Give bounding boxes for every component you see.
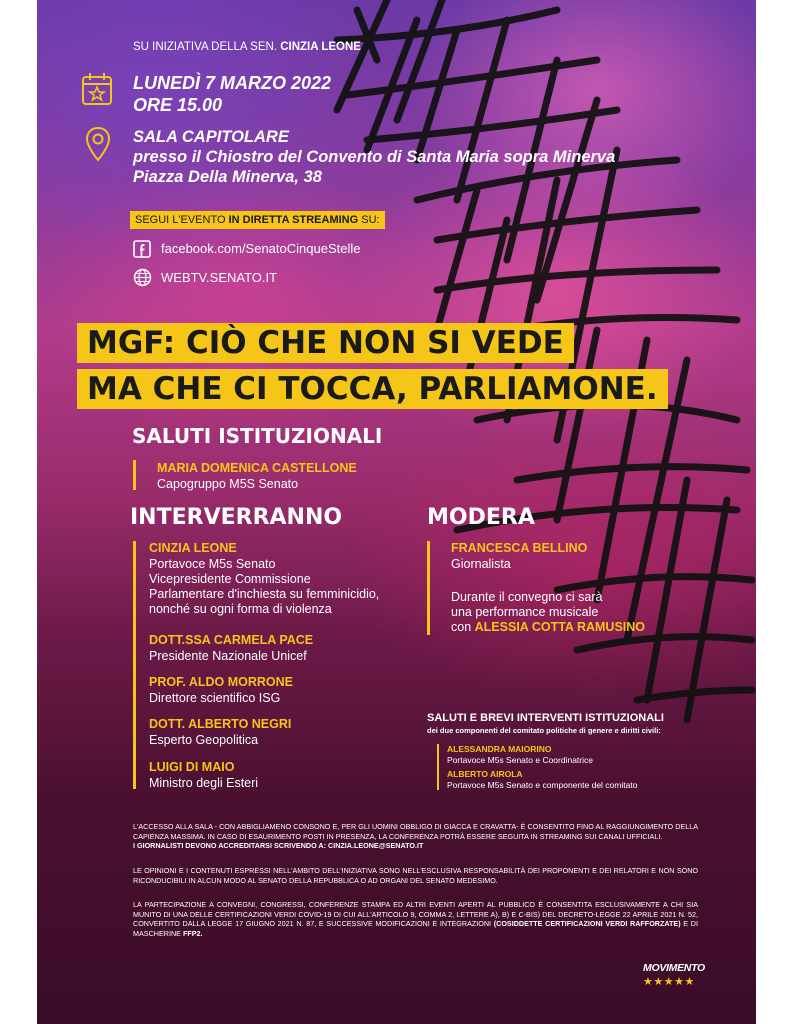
headline-line-1: MGF: CIÒ CHE NON SI VEDE: [77, 323, 574, 363]
note-access: [133, 822, 698, 851]
speaker-5-name: LUIGI DI MAIO: [149, 760, 235, 774]
note-covid-text: LA PARTECIPAZIONE A CONVEGNI, CONGRESSI, CONFERENZE STAMPA ED ALTRI EVENTI APERTI AL PUBBLICO È CONSENTITA ESCLUSIVAMENTE A CHI SIA MUNITO DI UNA DELLE CERTIFICAZIONI VERDI COVID-19 DI CUI ALL'ARTICOLO 9, COMMA 2, LETTERE A), B) E C-BIS) DEL DECRETO-LEGGE 22 APRILE 2021 N. 52, CONVERTITO DALLA LEGGE 17 GIUGNO 2021 N. 87, E SUCCESSIVE MODIFICAZIONI E INTEGRAZIONI: [133, 900, 698, 928]
brevi-person-1-name: ALESSANDRA MAIORINO: [447, 744, 552, 754]
speaker-2-name: DOTT.SSA CARMELA PACE: [149, 633, 314, 647]
speaker-5-role: Ministro degli Esteri: [149, 776, 259, 790]
note-covid: [133, 900, 698, 938]
brevi-accent-bar: [437, 744, 439, 790]
speaker-2-role: Presidente Nazionale Unicef: [149, 649, 307, 663]
performer-name: ALESSIA COTTA RAMUSINO: [474, 620, 646, 634]
brevi-person-1-role: Portavoce M5s Senato e Coordinatrice: [447, 755, 593, 765]
performance-note-2: una performance musicale: [451, 605, 599, 619]
performance-note-prefix: con: [451, 620, 472, 634]
initiative-line: [133, 41, 361, 53]
performance-note-1: Durante il convegno ci sarà: [451, 590, 603, 604]
facebook-icon: [133, 240, 151, 258]
note-covid-ffp2: FFP2.: [182, 928, 203, 938]
brevi-subtitle: dei due componenti del comitato politiche di genere e diritti civili:: [427, 726, 661, 735]
event-time: ORE 15.00: [133, 95, 223, 115]
calendar-icon: [81, 72, 113, 106]
speaker-1-role-1: Portavoce M5s Senato: [149, 557, 276, 571]
initiative-name: CINZIA LEONE: [280, 41, 361, 53]
headline-line-2: MA CHE CI TOCCA, PARLIAMONE.: [77, 369, 668, 409]
speaker-4-role: Esperto Geopolitica: [149, 733, 259, 747]
saluti-name: MARIA DOMENICA CASTELLONE: [157, 461, 357, 475]
performance-note-3: [451, 620, 645, 635]
note-covid-suffix: E DI MASCHERINE: [133, 919, 698, 938]
brevi-person-2-role: Portavoce M5s Senato e componente del comitato: [447, 780, 638, 790]
facebook-link[interactable]: facebook.com/SenatoCinqueStelle: [161, 241, 361, 256]
streaming-label-prefix: SEGUI L'EVENTO: [135, 214, 226, 226]
venue-address: Piazza Della Minerva, 38: [133, 168, 322, 186]
brevi-person-2-name: ALBERTO AIROLA: [447, 769, 523, 779]
venue-name: SALA CAPITOLARE: [133, 128, 289, 146]
moderator-name: FRANCESCA BELLINO: [451, 541, 588, 555]
interverranno-title: INTERVERRANNO: [130, 505, 343, 530]
note-opinions: LE OPINIONI E I CONTENUTI ESPRESSI NELL'AMBITO DELL'INIZIATIVA SONO NELL'ESCLUSIVA RESPONSABILITÀ DEI PROPONENTI E DEI RELATORI E NON SONO RICONDUCIBILI IN ALCUN MODO AL SENATO DELLA REPUBBLICA O AD ORGANI DEL SENATO MEDESIMO.: [133, 866, 698, 885]
interverranno-accent-bar: [133, 541, 136, 789]
note-access-text: L'ACCESSO ALLA SALA - CON ABBIGLIAMENO CONSONO E, PER GLI UOMINI OBBLIGO DI GIACCA E CRAVATTA- È CONSENTITO FINO AL RAGGIUNGIMENTO DELLA CAPIENZA MASSIMA. IN CASO DI ESAURIMENTO POSTI IN PRESENZA, LA CONFERENZA POTRÀ ESSERE SEGUITA IN STREAMING SUI CANALI UFFICIALI.: [133, 822, 698, 841]
event-date: LUNEDÌ 7 MARZO 2022: [133, 73, 332, 93]
saluti-role: Capogruppo M5S Senato: [157, 477, 299, 491]
note-journalists: I GIORNALISTI DEVONO ACCREDITARSI SCRIVENDO A: CINZIA.LEONE@SENATO.IT: [133, 841, 424, 850]
initiative-prefix: SU INIZIATIVA DELLA SEN.: [133, 41, 278, 53]
streaming-label-suffix: SU:: [361, 214, 380, 226]
moderator-role: Giornalista: [451, 557, 511, 571]
venue-detail: presso il Chiostro del Convento di Santa Maria sopra Minerva: [133, 148, 616, 166]
speaker-4-name: DOTT. ALBERTO NEGRI: [149, 717, 292, 731]
speaker-1-name: CINZIA LEONE: [149, 541, 237, 555]
brevi-title: SALUTI E BREVI INTERVENTI ISTITUZIONALI: [427, 712, 664, 724]
streaming-label-bold: IN DIRETTA STREAMING: [228, 214, 359, 226]
movimento-logo-stars: ★★★★★: [643, 976, 695, 988]
note-covid-bold: (COSIDDETTE CERTIFICAZIONI VERDI RAFFORZATE): [493, 919, 681, 928]
speaker-3-name: PROF. ALDO MORRONE: [149, 675, 293, 689]
saluti-title: SALUTI ISTITUZIONALI: [132, 424, 383, 448]
speaker-1-role-2: Vicepresidente Commissione: [149, 572, 311, 586]
modera-accent-bar: [427, 541, 430, 635]
event-poster: [37, 0, 756, 1024]
speaker-1-role-3: Parlamentare d'inchiesta su femminicidio,: [149, 587, 380, 601]
speaker-1-role-4: nonché su ogni forma di violenza: [149, 602, 332, 616]
webtv-link[interactable]: WEBTV.SENATO.IT: [161, 270, 278, 285]
speaker-3-role: Direttore scientifico ISG: [149, 691, 281, 705]
modera-title: MODERA: [427, 505, 535, 530]
location-pin-icon: [85, 126, 111, 162]
movimento-logo-text: MOVIMENTO: [643, 962, 705, 974]
globe-icon: [133, 268, 152, 287]
saluti-accent-bar: [133, 460, 136, 490]
streaming-label: [130, 211, 385, 229]
